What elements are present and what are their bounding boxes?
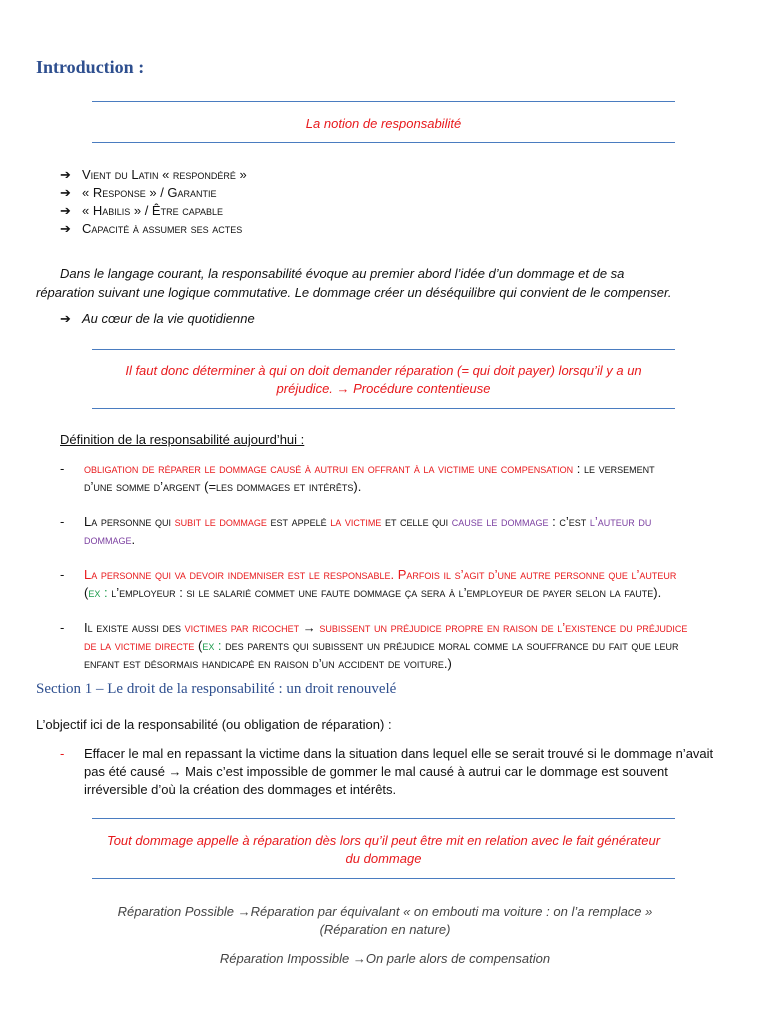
definition-item-4: Il existe aussi des victimes par ricochet → subissent un préjudice propre en raison de l’existence du préjudice de la victime directe (ex : des parents qui subissent un préjudice moral comme la souffrance du fait que leur enfant est désormais handicapé en raison d’un accident de voiture.): [84, 620, 688, 671]
objective-text: L’objectif ici de la responsabilité (ou obligation de réparation) :: [36, 717, 392, 732]
divider: [92, 408, 675, 409]
list-item: ➔ Vient du Latin « respondéré »: [60, 167, 247, 182]
bullet-daily: ➔ Au cœur de la vie quotidienne: [60, 311, 255, 326]
box-determine: Il faut donc déterminer à qui on doit demander réparation (= qui doit payer) lorsqu’il y a un préjudice. → Procédure contentieuse: [125, 363, 642, 396]
section-1-title: Section 1 – Le droit de la responsabilité : un droit renouvelé: [36, 681, 397, 697]
dash-marker: -: [60, 567, 65, 582]
divider: [92, 142, 675, 143]
list-item: ➔ « Response » / Garantie: [60, 185, 217, 200]
arrow-right-icon: ➔: [60, 311, 71, 326]
divider: [92, 101, 675, 102]
reparation-possible: Réparation Possible →Réparation par équivalant « on embouti ma voiture : on l’a remplace » (Réparation en nature): [117, 904, 653, 937]
box-reparation: Tout dommage appelle à réparation dès lors qu’il peut être mit en relation avec le fait générateur du dommage: [106, 833, 661, 866]
arrow-right-icon: ➔: [60, 203, 71, 218]
dash-marker: -: [60, 514, 65, 529]
bullet-list: [60, 166, 247, 238]
definition-item-1: obligation de réparer le dommage causé à autrui en offrant à la victime une compensation : le versement d’une somme d’argent (=les dommages et intérêts).: [84, 461, 655, 494]
definition-item-3: La personne qui va devoir indemniser est le responsable. Parfois il s’agit d’une autre personne que l’auteur (ex : l’employeur : si le salarié commet une faute dommage ça sera à l’employeur de payer selon la faute).: [84, 567, 677, 600]
objective-item: Effacer le mal en repassant la victime dans la situation dans lequel elle se serait trouvé si le dommage n’avait pas été causé → Mais c’est impossible de gommer le mal causé à autrui car le dommage est souvent irréversible d’où la création des dommages et intérêts.: [84, 746, 714, 797]
arrow-right-icon: ➔: [60, 185, 71, 200]
definition-item-2: La personne qui subit le dommage est appelé la victime et celle qui cause le dommage : c’est l’auteur du dommage.: [84, 514, 652, 547]
arrow-right-icon: ➔: [60, 221, 71, 236]
list-item: ➔ « Habilis » / Être capable: [60, 203, 224, 218]
arrow-right-icon: ➔: [60, 167, 71, 182]
paragraph-intro: Dans le langage courant, la responsabilité évoque au premier abord l’idée d’un dommage et de sa réparation suivant une logique commutative. Le dommage créer un déséquilibre qui convient de le compenser.: [36, 266, 672, 300]
box-notion: La notion de responsabilité: [305, 116, 462, 131]
list-item: ➔ Capacité à assumer ses actes: [60, 221, 243, 236]
dash-marker: -: [60, 746, 65, 761]
dash-marker: -: [60, 620, 65, 635]
reparation-impossible: Réparation Impossible →On parle alors de compensation: [219, 951, 551, 966]
divider: [92, 349, 675, 350]
divider: [92, 818, 675, 819]
definition-heading: Définition de la responsabilité aujourd’hui :: [60, 432, 305, 447]
intro-title: Introduction :: [36, 57, 145, 77]
dash-marker: -: [60, 461, 65, 476]
divider: [92, 878, 675, 879]
